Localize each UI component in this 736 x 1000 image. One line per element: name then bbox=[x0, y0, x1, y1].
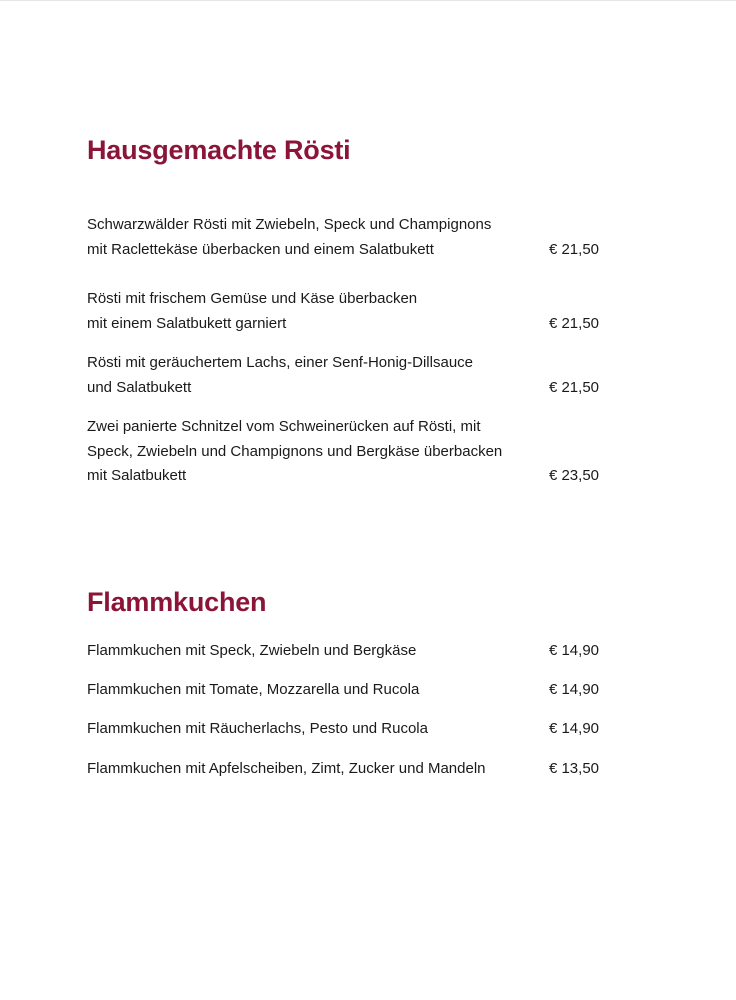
menu-item-line: Zwei panierte Schnitzel vom Schweinerücken auf Rösti, mit bbox=[87, 418, 481, 435]
menu-item-description bbox=[87, 415, 532, 489]
menu-item-description bbox=[87, 213, 532, 262]
menu-item-line: Flammkuchen mit Räucherlachs, Pesto und Rucola bbox=[87, 720, 428, 737]
menu-item bbox=[87, 639, 599, 664]
menu-item-line: Schwarzwälder Rösti mit Zwiebeln, Speck und Champignons bbox=[87, 216, 492, 233]
menu-item-price: € 14,90 bbox=[548, 681, 599, 698]
menu-item-price: € 14,90 bbox=[548, 720, 599, 737]
menu-item-line: mit Raclettekäse überbacken und einem Salatbukett bbox=[87, 240, 434, 258]
menu-item-description bbox=[87, 351, 532, 400]
menu-item-description bbox=[87, 287, 532, 336]
section-title-flammkuchen: Flammkuchen bbox=[87, 587, 267, 617]
menu-item-line: und Salatbukett bbox=[87, 378, 192, 396]
menu-item-description bbox=[87, 717, 532, 742]
menu-item-price: € 21,50 bbox=[548, 240, 599, 258]
menu-item-line: Flammkuchen mit Apfelscheiben, Zimt, Zucker und Mandeln bbox=[87, 760, 486, 777]
menu-item-line: mit einem Salatbukett garniert bbox=[87, 314, 287, 332]
menu-item bbox=[87, 678, 599, 703]
menu-item-line: mit Salatbukett bbox=[87, 467, 187, 484]
menu-item bbox=[87, 757, 599, 782]
menu-item-description bbox=[87, 678, 532, 703]
menu-item-line: Rösti mit geräuchertem Lachs, einer Senf-Honig-Dillsauce bbox=[87, 354, 474, 371]
menu-item-price: € 21,50 bbox=[548, 314, 599, 332]
menu-item-price: € 21,50 bbox=[548, 378, 599, 396]
menu-item-description bbox=[87, 639, 532, 664]
menu-item-price: € 23,50 bbox=[548, 467, 599, 484]
menu-item-line: Flammkuchen mit Speck, Zwiebeln und Bergkäse bbox=[87, 642, 417, 659]
menu-item-line: Speck, Zwiebeln und Champignons und Bergkäse überbacken bbox=[87, 442, 503, 460]
menu-item-line: Rösti mit frischem Gemüse und Käse überbacken bbox=[87, 290, 418, 307]
menu-item-price: € 14,90 bbox=[548, 642, 599, 659]
menu-item-line: Flammkuchen mit Tomate, Mozzarella und Rucola bbox=[87, 681, 420, 698]
menu-item-price: € 13,50 bbox=[548, 760, 599, 777]
menu-item bbox=[87, 213, 599, 262]
menu-item bbox=[87, 415, 599, 489]
menu-item bbox=[87, 287, 599, 336]
section-title-roesti: Hausgemachte Rösti bbox=[87, 135, 351, 165]
menu-item bbox=[87, 351, 599, 400]
menu-item-description bbox=[87, 757, 532, 782]
menu-item bbox=[87, 717, 599, 742]
